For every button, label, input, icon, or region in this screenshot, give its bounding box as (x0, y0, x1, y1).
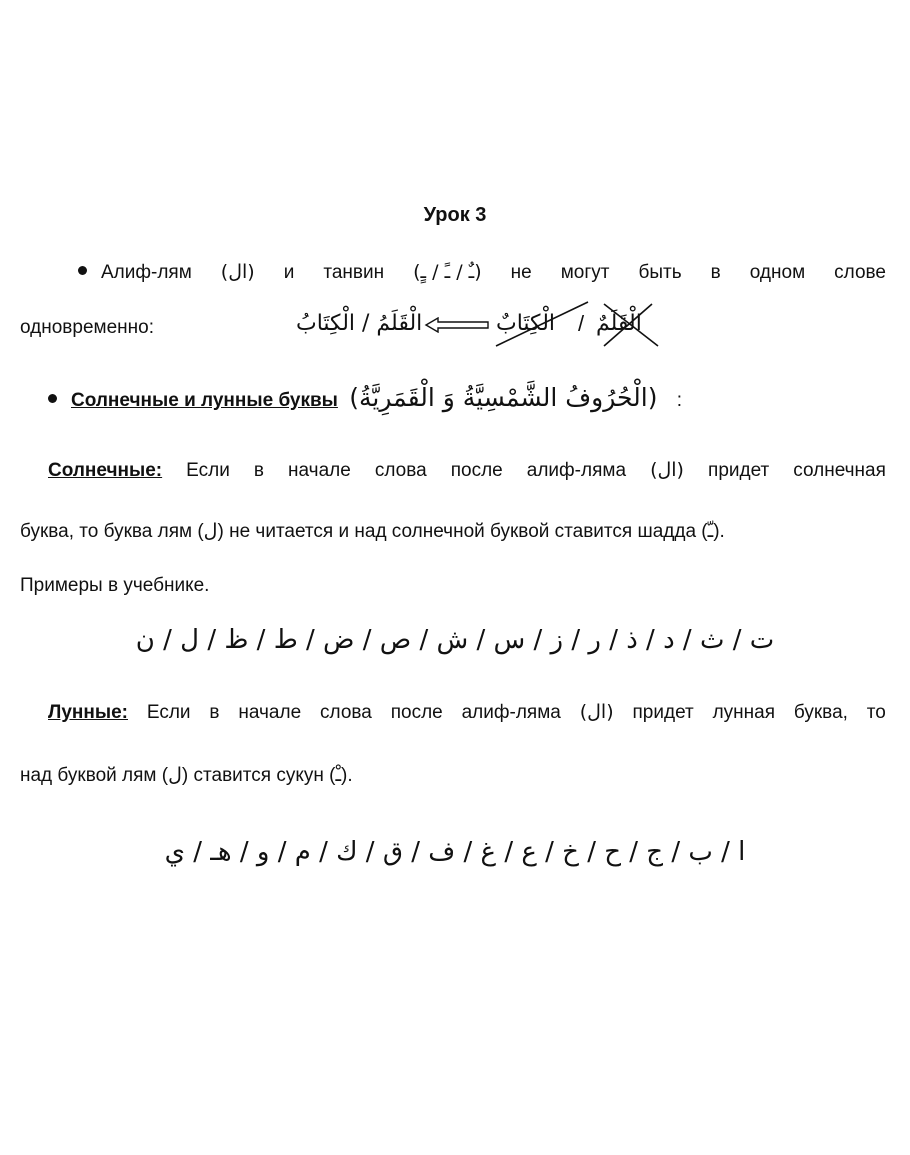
sun-moon-heading-text: Солнечные и лунные буквы (71, 390, 338, 411)
rule1-word: быть (638, 262, 682, 283)
rule1-line1 (78, 258, 886, 287)
sun-word: алиф-ляма (526, 460, 627, 481)
bullet-icon (78, 266, 87, 275)
sun-line3: Примеры в учебнике. (20, 575, 210, 596)
strike-cross-icon (492, 298, 662, 350)
moon-alif-lam: (ال) (579, 701, 614, 723)
moon-word: после (390, 702, 443, 723)
rule1-example (296, 304, 666, 348)
rule1-line2-text: одновременно: (20, 317, 154, 338)
heading-colon: : (676, 390, 683, 411)
moon-line1 (48, 698, 886, 727)
sun-word: слова (374, 460, 427, 481)
bullet-icon (48, 394, 57, 403)
rule1-word: слове (834, 262, 886, 283)
rule1-word: Алиф-лям (78, 259, 192, 287)
sun-label: Солнечные: (48, 460, 163, 481)
sun-moon-heading (48, 384, 888, 415)
rule1-word: могут (560, 262, 610, 283)
correct-example: الْقَلَمُ / الْكِتَابُ (296, 311, 423, 336)
moon-label: Лунные: (48, 702, 128, 723)
tanwin-sample: (ـٌ / ـً / ـٍ) (413, 261, 482, 283)
wrong-example-a: الْكِتَابٌ (496, 311, 556, 336)
sun-word: придет (708, 460, 770, 481)
rule1-word: в (710, 262, 721, 283)
sun-word: в (253, 460, 264, 481)
arrow-left-icon (424, 317, 490, 333)
moon-word: начале (238, 702, 302, 723)
moon-letters: ا / ب / ج / ح / خ / ع / غ / ف / ق / ك / م / و / هـ / ي (164, 837, 746, 867)
rule1-word: танвин (323, 262, 385, 283)
moon-word: Если (146, 702, 191, 723)
moon-word: алиф-ляма (461, 702, 561, 723)
sun-line1 (48, 456, 886, 485)
wrong-example-b: الْقَلَمٌ (596, 311, 642, 336)
rule1-word: и (283, 262, 295, 283)
moon-word: в (209, 702, 220, 723)
moon-word: то (866, 702, 886, 723)
rule1-word: не (510, 262, 532, 283)
wrong-example-separator: / (578, 311, 585, 336)
sun-line2: буква, то буква лям (ل) не читается и над солнечной буквой ставится шадда (ـّ). (20, 521, 725, 542)
sun-word: начале (288, 460, 351, 481)
sun-alif-lam: (ال) (650, 459, 684, 481)
moon-word: лунная (712, 702, 776, 723)
sun-letters: ت / ث / د / ذ / ر / ز / س / ش / ص / ض / ط / ظ / ل / ن (135, 625, 775, 655)
sun-moon-heading-arabic: (الْحُرُوفُ الشَّمْسِيَّةُ وَ الْقَمَرِيَّةُ) (349, 383, 658, 412)
rule1-word: одном (749, 262, 806, 283)
moon-line2: над буквой лям (ل) ставится сукун (ـْ). (20, 765, 353, 786)
moon-word: придет (632, 702, 694, 723)
moon-word: буква, (793, 702, 848, 723)
sun-word: после (450, 460, 503, 481)
alif-lam-sample: (ال) (220, 261, 255, 283)
sun-word: Если (186, 460, 230, 481)
lesson-title: Урок 3 (423, 204, 487, 226)
moon-word: слова (320, 702, 372, 723)
sun-word: солнечная (793, 460, 886, 481)
